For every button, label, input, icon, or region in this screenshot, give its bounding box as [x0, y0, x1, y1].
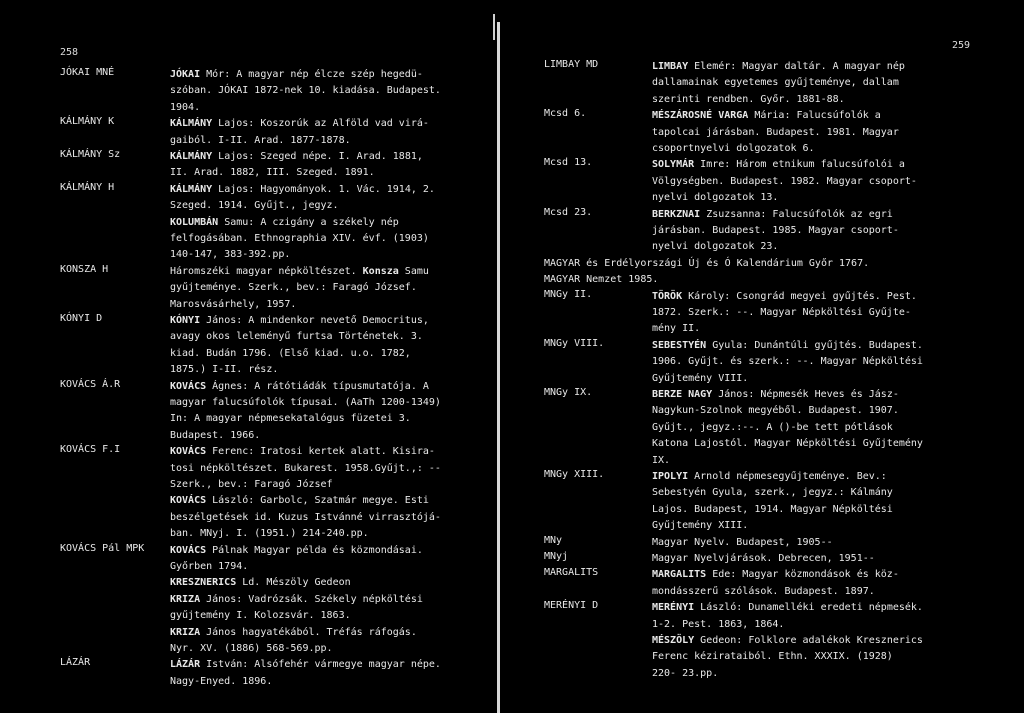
entry-line	[170, 461, 490, 477]
entry-abbreviation: KONSZA H	[60, 263, 109, 275]
entry-line	[652, 354, 1012, 370]
entry-text: János: A mindenkor nevető Democritus,	[200, 315, 429, 326]
entry-line	[170, 592, 490, 608]
entry-text: Magyar Nyelv. Budapest, 1905--	[652, 536, 833, 548]
entry-text: csoportnyelvi dolgozatok 6.	[652, 143, 815, 154]
entry-line	[652, 403, 1012, 419]
entry-line	[170, 149, 490, 165]
author-name: MÉSZÁROSNÉ VARGA	[652, 110, 749, 122]
author-name: KÁLMÁNY	[170, 151, 213, 162]
entry-description	[652, 600, 1012, 682]
entry-description	[170, 264, 490, 313]
entry-text: Mária: Falucsúfolók a	[748, 110, 881, 122]
entry-text: szóban. JÓKAI 1872-nek 10. kiadása. Budapest.	[170, 85, 441, 97]
entry-text: mondásszerű szólások. Budapest. 1897.	[652, 585, 875, 597]
entry-abbreviation: Mcsd 23.	[544, 206, 593, 218]
entry-description	[652, 469, 1012, 535]
entry-abbreviation: MNyj	[544, 551, 569, 562]
entry-line	[652, 75, 1012, 91]
entry-text: magyar falucsúfolók típusai. (AaTh 1200-1349)	[170, 397, 441, 408]
entry-line	[170, 526, 490, 542]
entry-description	[170, 149, 490, 182]
entry-line	[170, 625, 490, 641]
entry-text: gaiból. I-II. Arad. 1877-1878.	[170, 134, 351, 146]
entry-text: Samu: A czigány a székely nép	[218, 216, 399, 228]
author-name: JÓKAI	[170, 69, 201, 80]
entry-abbreviation: KÁLMÁNY Sz	[60, 149, 121, 160]
entry-line	[170, 182, 490, 198]
entry-description	[170, 313, 490, 379]
entry-line	[170, 411, 490, 427]
author-name: MARGALITS	[652, 569, 707, 581]
entry-line	[170, 608, 490, 624]
entry-line	[170, 215, 490, 231]
author-name: KOVÁCS	[170, 495, 207, 507]
entry-line	[170, 346, 490, 362]
entry-text: MAGYAR és Erdélyországi Új és Ó Kalendárium Győr 1767.	[544, 257, 870, 269]
entry-line	[170, 428, 490, 444]
entry-line	[652, 436, 1012, 452]
entry-description	[170, 182, 490, 264]
entry-text: ban. MNyj. I. (1951.) 214-240.pp.	[170, 528, 369, 540]
entry-description	[652, 207, 1012, 256]
entry-abbreviation: MNGy VIII.	[544, 337, 605, 349]
entry-description	[652, 387, 1012, 469]
entry-text: 1904.	[170, 101, 201, 113]
entry-text: Samu	[398, 265, 429, 277]
entry-line	[170, 477, 490, 493]
entry-text: In: A magyar népmesekatalógus füzetei 3.	[170, 413, 411, 425]
entry-text: Győrben 1794.	[170, 561, 249, 572]
entry-text: Ferenc: Iratosi kertek alatt. Kisira-	[206, 446, 435, 458]
entry-line	[652, 469, 1012, 485]
author-name: TÖRÖK	[652, 290, 683, 302]
entry-text: Ferenc kézirataiból. Ethn. XXXIX. (1928)	[652, 651, 893, 663]
entry-line	[170, 280, 490, 296]
author-name: BERZE NAGY	[652, 389, 713, 400]
entry-line	[170, 165, 490, 181]
entry-line	[170, 329, 490, 345]
right-page	[502, 0, 1024, 713]
entry-text: Sebestyén Gyula, szerk., jegyz.: Kálmány	[652, 487, 893, 499]
entry-description	[652, 59, 1012, 108]
entry-text: Marosvásárhely, 1957.	[170, 298, 297, 310]
entry-line	[170, 264, 490, 280]
entry-line	[652, 617, 1012, 633]
entry-text: tapolcai járásban. Budapest. 1981. Magyar	[652, 126, 899, 138]
entry-line	[652, 453, 1012, 469]
entry-abbreviation: LIMBAY MD	[544, 59, 599, 70]
entry-line	[652, 92, 1012, 108]
entry-abbreviation: LÁZÁR	[60, 657, 91, 669]
author-name: LÁZÁR	[170, 659, 201, 671]
left-page	[0, 0, 498, 713]
entry-line	[544, 272, 1014, 288]
entry-line	[652, 567, 1012, 583]
author-name: Konsza	[362, 265, 399, 277]
author-name: KÁLMÁNY	[170, 118, 213, 130]
entry-description	[652, 157, 1012, 206]
entry-text: Nagy-Enyed. 1896.	[170, 675, 273, 687]
entry-text: szerinti rendben. Győr. 1881-88.	[652, 93, 845, 105]
entry-text: 1906. Gyűjt. és szerk.: --. Magyar Népköltési	[652, 356, 923, 368]
entry-abbreviation: KÓNYI D	[60, 313, 103, 324]
entry-description	[170, 444, 490, 542]
author-name: SOLYMÁR	[652, 159, 695, 171]
entry-text: gyűjtemény I. Kolozsvár. 1863.	[170, 610, 351, 622]
entry-line	[652, 371, 1012, 387]
entry-text: II. Arad. 1882, III. Szeged. 1891.	[170, 167, 375, 179]
author-name: MÉSZÖLY	[652, 635, 695, 646]
entry-abbreviation: MNGy XIII.	[544, 469, 605, 480]
entry-line	[652, 502, 1012, 518]
entry-text: Völgységben. Budapest. 1982. Magyar csoport-	[652, 175, 917, 187]
entry-line	[652, 338, 1012, 354]
entry-text: Lajos: Szeged népe. I. Arad. 1881,	[212, 151, 423, 162]
entry-description	[170, 379, 490, 445]
author-name: KOVÁCS	[170, 380, 207, 392]
entry-description	[170, 657, 490, 690]
entry-text: Lajos: Koszorúk az Alföld vad virá-	[212, 118, 429, 130]
entry-abbreviation: KOVÁCS F.I	[60, 444, 121, 456]
entry-line	[652, 649, 1012, 665]
entry-text: Ede: Magyar közmondások és köz-	[706, 569, 899, 581]
entry-text: Magyar Nyelvjárások. Debrecen, 1951--	[652, 553, 875, 564]
entry-text: Elemér: Magyar daltár. A magyar nép	[688, 61, 905, 72]
entry-abbreviation: JÓKAI MNÉ	[60, 67, 115, 78]
entry-line	[652, 239, 1012, 255]
entry-line	[170, 313, 490, 329]
entry-text: Arnold népmesegyűjteménye. Bev.:	[688, 471, 887, 482]
entry-line	[652, 387, 1012, 403]
entry-text: Gyula: Dunántúli gyűjtés. Budapest.	[706, 339, 923, 351]
entry-text: avagy okos leleményű furtsa Történetek. 3.	[170, 331, 423, 343]
entry-line	[652, 518, 1012, 534]
entry-text: gyűjteménye. Szerk., bev.: Faragó József.	[170, 282, 417, 294]
entry-text: Gyűjtemény XIII.	[652, 520, 749, 532]
entry-description	[652, 567, 1012, 600]
entry-text: 1-2. Pest. 1863, 1864.	[652, 618, 785, 630]
entry-text: János: Népmesék Heves és Jász-	[712, 389, 899, 400]
entry-line	[652, 141, 1012, 157]
entry-line	[170, 231, 490, 247]
entry-line	[170, 297, 490, 313]
entry-line	[652, 600, 1012, 616]
entry-text: István: Alsófehér vármegye magyar népe.	[200, 659, 441, 671]
author-name: KRESZNERICS	[170, 577, 237, 589]
entry-text: Zsuzsanna: Falucsúfolók az egri	[700, 208, 893, 220]
entry-text: Nyr. XV. (1886) 568-569.pp.	[170, 643, 333, 655]
entry-line	[170, 510, 490, 526]
entry-line	[170, 395, 490, 411]
entry-description	[652, 108, 1012, 157]
entry-line	[170, 247, 490, 263]
entry-text: 220- 23.pp.	[652, 667, 719, 679]
entry-line	[652, 157, 1012, 173]
entry-text: Ágnes: A rátótiádák típusmutatója. A	[206, 380, 429, 392]
entry-line	[652, 305, 1012, 321]
entry-abbreviation: KOVÁCS Pál MPK	[60, 542, 145, 554]
entry-text: László: Dunamelléki eredeti népmesék.	[694, 602, 923, 614]
entry-line	[652, 190, 1012, 206]
entry-text: 1872. Szerk.: --. Magyar Népköltési Gyűjte-	[652, 307, 911, 318]
author-name: KOLUMBÁN	[170, 216, 219, 228]
entry-description	[170, 116, 490, 149]
entry-line	[652, 289, 1012, 305]
entry-text: Károly: Csongrád megyei gyűjtés. Pest.	[682, 290, 917, 302]
entry-text: Gyűjt., jegyz.:--. A ()-be tett pótlások	[652, 421, 893, 433]
entry-line	[170, 657, 490, 673]
entry-description	[170, 67, 490, 116]
entry-line	[652, 584, 1012, 600]
entry-abbreviation: MERÉNYI D	[544, 600, 599, 612]
entry-line	[652, 420, 1012, 436]
entry-line	[170, 100, 490, 116]
entry-text: Nagykun-Szolnok megyéből. Budapest. 1907.	[652, 405, 899, 417]
entry-description	[652, 551, 1012, 567]
entry-text: dallamainak egyetemes gyűjteménye, dallam	[652, 77, 899, 89]
entry-text: Imre: Három etnikum falucsúfolói a	[694, 159, 905, 171]
entry-line	[652, 551, 1012, 567]
entry-abbreviation: Mcsd 6.	[544, 108, 587, 120]
entry-abbreviation: MNGy IX.	[544, 387, 593, 398]
entry-line	[652, 633, 1012, 649]
entry-text: nyelvi dolgozatok 13.	[652, 192, 779, 204]
entry-line	[170, 83, 490, 99]
entry-abbreviation: KOVÁCS Á.R	[60, 378, 121, 390]
entry-text: MAGYAR Nemzet 1985.	[544, 274, 659, 286]
author-name: KÁLMÁNY	[170, 183, 213, 195]
entry-text: Ld. Mészöly Gedeon	[236, 577, 351, 589]
entry-line	[652, 666, 1012, 682]
entry-line	[170, 641, 490, 657]
entry-line	[652, 535, 1012, 551]
entry-line	[170, 362, 490, 378]
entry-text: járásban. Budapest. 1985. Magyar csoport-	[652, 225, 899, 236]
entry-line	[170, 559, 490, 575]
entry-text: nyelvi dolgozatok 23.	[652, 241, 779, 253]
entry-line	[652, 108, 1012, 124]
entry-text: Mór: A magyar nép élcze szép hegedü-	[200, 69, 423, 80]
entry-line	[652, 223, 1012, 239]
author-name: LIMBAY	[652, 61, 689, 72]
entry-line	[170, 133, 490, 149]
page-number: 259	[952, 40, 971, 51]
entry-line	[652, 321, 1012, 337]
author-name: KRIZA	[170, 593, 201, 605]
entry-line	[170, 543, 490, 559]
entry-text: Lajos: Hagyományok. 1. Vác. 1914, 2.	[212, 183, 435, 195]
entry-text: 1875.) I-II. rész.	[170, 364, 279, 376]
entry-text: Lajos. Budapest, 1914. Magyar Népköltési	[652, 503, 893, 515]
entry-text: mény II.	[652, 323, 701, 335]
entry-abbreviation: KÁLMÁNY H	[60, 181, 115, 193]
entry-description	[652, 338, 1012, 387]
entry-text: Katona Lajostól. Magyar Népköltési Gyűjtemény	[652, 438, 923, 450]
author-name: KOVÁCS	[170, 446, 207, 458]
entry-line	[544, 256, 1014, 272]
entry-line	[652, 174, 1012, 190]
entry-text: Szeged. 1914. Gyűjt., jegyz.	[170, 200, 339, 212]
entry-text: Gyűjtemény VIII.	[652, 372, 749, 384]
page-number: 258	[60, 47, 79, 58]
entry-line	[652, 485, 1012, 501]
author-name: IPOLYI	[652, 471, 689, 482]
entry-line	[652, 125, 1012, 141]
entry-line	[170, 379, 490, 395]
entry-text: Budapest. 1966.	[170, 429, 261, 441]
entry-text: Pálnak Magyar példa és közmondásai.	[206, 544, 423, 556]
entry-abbreviation: MARGALITS	[544, 567, 599, 579]
author-name: SEBESTYÉN	[652, 339, 707, 351]
entry-text: János: Vadrózsák. Székely népköltési	[200, 593, 423, 605]
author-name: KRIZA	[170, 626, 201, 638]
entry-abbreviation: MNGy II.	[544, 288, 593, 300]
entry-line	[170, 444, 490, 460]
author-name: BERKZNAI	[652, 208, 701, 220]
entry-text: 140-147, 383-392.pp.	[170, 249, 291, 261]
entry-text: kiad. Budán 1796. (Első kiad. u.o. 1782,	[170, 347, 411, 359]
entry-text: Szerk., bev.: Faragó József	[170, 479, 333, 490]
entry-description	[652, 289, 1012, 338]
entry-line	[170, 493, 490, 509]
entry-abbreviation: Mcsd 13.	[544, 157, 593, 169]
entry-line	[652, 59, 1012, 75]
entry-abbreviation: MNy	[544, 534, 563, 546]
author-name: KÓNYI	[170, 315, 201, 326]
entry-line	[170, 116, 490, 132]
entry-text: János hagyatékából. Tréfás ráfogás.	[200, 626, 417, 638]
entry-description	[544, 256, 1014, 289]
entry-text: beszélgetések id. Kuzus Istvánné virrasztójá-	[170, 511, 441, 523]
entry-text: Háromszéki magyar népköltészet.	[170, 265, 363, 277]
entry-description	[170, 543, 490, 658]
entry-line	[170, 575, 490, 591]
entry-line	[652, 207, 1012, 223]
entry-description	[652, 535, 1012, 551]
author-name: MERÉNYI	[652, 602, 695, 614]
entry-line	[170, 674, 490, 690]
entry-text: tosi népköltészet. Bukarest. 1958.Gyűjt.,: --	[170, 462, 441, 474]
entry-text: IX.	[652, 454, 671, 466]
author-name: KOVÁCS	[170, 544, 207, 556]
entry-text: Gedeon: Folklore adalékok Kresznerics	[694, 635, 923, 646]
entry-text: felfogásában. Ethnographia XIV. évf. (1903)	[170, 233, 429, 245]
entry-abbreviation: KÁLMÁNY K	[60, 116, 115, 128]
entry-line	[170, 198, 490, 214]
entry-line	[170, 67, 490, 83]
entry-text: László: Garbolc, Szatmár megye. Esti	[206, 495, 429, 507]
